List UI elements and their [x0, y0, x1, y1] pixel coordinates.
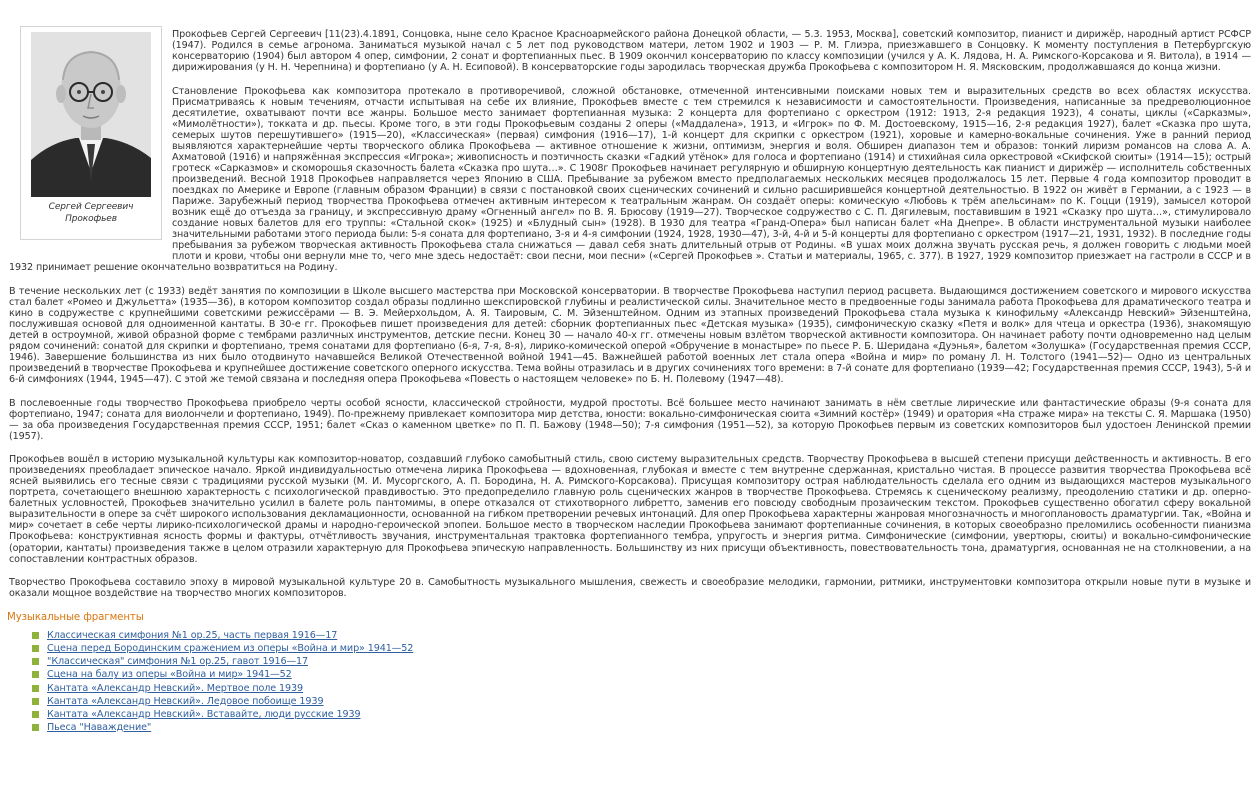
paragraph-soviet-period: В течение нескольких лет (с 1933) ведёт занятия по композиции в Школе высшего мастерства при Московской консерватории. В творчестве Прокофьева наступил период расцвета. Выдающимся достижением советского и мирового искусства стал балет «Ромео и Джульетта» (1935—36), в котором композитор создал образы подлинно шекспировской глубины и реалистической силы. Значительное место в предвоенные годы занимала работа Прокофьева для драматического театра и кино в содружестве с крупнейшими советскими режиссёрами — В. Э. Мейерхольдом, А. Я. Таировым, С. М. Эйзенштейном. Одним из этапных произведений Прокофьева стала музыка к кинофильму «Александр Невский» Эйзенштейна, послужившая основой для одноименной кантаты. В 30-е гг. Прокофьев пишет произведения для детей: сборник фортепианных пьес «Детская музыка» (1935), симфоническую сказку «Петя и волк» для чтеца и оркестра (1936), знакомящую детей в остроумной, живой образной форме с тембрами различных инструментов, детские песни. Конец 30 — начало 40-х гг. отмечены новым взлётом творческой активности композитора. Он начинает работу почти одновременно над целым рядом сочинений: сонатой для скрипки и фортепиано, тремя сонатами для фортепиано (6-я, 7-я, 8-я), лирико-комической оперой «Обручение в монастыре» по пьесе Р. Б. Шеридана «Дуэнья», балетом «Золушка» (Государственная премия СССР, 1946). Завершение большинства из них было отодвинуто начавшейся Великой Отечественной войной 1941—45. Важнейшей работой военных лет стала опера «Война и мир» по роману Л. Н. Толстого (1941—52)— Одно из центральных произведений в творчестве Прокофьева и крупнейшее достижение советского оперного искусства. Тема войны отразилась и в других сочинениях того времени: в 7-й сонате для фортепиано (1939—42; Государственная премия СССР, 1943), 5-й и 6-й симфониях (1944, 1945—47). С этой же темой связана и последняя опера Прокофьева «Повесть о настоящем человеке» по Б. Н. Полевому (1947—48). [9, 285, 1251, 386]
fragment-link[interactable]: Сцена перед Бородинским сражением из оперы «Война и мир» 1941—52 [47, 643, 414, 655]
paragraph-formation: Становление Прокофьева как композитора протекало в противоречивой, сложной обстановке, отмеченной интенсивными поисками новых тем и выразительных средств во всех областях искусства. Присматриваясь к новым течениям, отчасти испытывая на себе их влияние, Прокофьев вместе с тем стремился к независимости и самостоятельности. Произведения, написанные за предреволюционное десятилетие, охватывают почти все жанры. Большое место занимает фортепианная музыка: 2 концерта для фортепиано с оркестром (1912: 1913, 2-я редакция 1923), 4 сонаты, циклы («Сарказмы», «Мимолётности»), токката и др. пьесы. Кроме того, в эти годы Прокофьевым созданы 2 оперы («Маддалена», 1913, и «Игрок» по Ф. М. Достоевскому, 1915—16, 2-я редакция 1927), балет «Сказка про шута, семерых шутов перешутившего» (1915—20), «Классическая» (первая) симфония (1916—17), 1-й концерт для скрипки с оркестром (1921), хоровые и камерно-вокальные сочинения. Уже в ранний период выявляются характернейшие черты творческого облика Прокофьева — активное отношение к жизни, оптимизм, энергия и воля. Обширен диапазон тем и образов: тонкий лиризм романсов на слова А. А. Ахматовой (1916) и напряжённая экспрессия «Игрока»; живописность и поэтичность сказки «Гадкий утёнок» для голоса и фортепиано (1914) и стихийная сила оркестровой «Скифской сюиты» (1914—15); острый гротеск «Сарказмов» и скоморошья сказочность балета «Сказка про шута…». С 1908г Прокофьев начинает регулярную и обширную концертную деятельность как пианист и дирижёр — исполнитель собственных произведений. Весной 1918 Прокофьев направляется через Японию в США. Пребывание за рубежом вместо предполагаемых нескольких месяцев продолжалось 15 лет. Первые 4 года композитор проводит в поездках по Америке и Европе (главным образом Франции) в связи с постановкой своих сценических сочинений и сильно расширившейся концертной деятельностью. В 1922 он живёт в Германии, а с 1923 — в Париже. Зарубежный период творчества Прокофьева отмечен активным интересом к театральным жанрам. Он создаёт оперы: комическую «Любовь к трём апельсинам» по К. Гоцци (1919), замысел которой возник ещё до отъезда за границу, и экспрессивную драму «Огненный ангел» по В. Я. Брюсову (1919—27). Творческое содружество с С. П. Дягилевым, поставившим в 1921 «Сказку про шута…», стимулировало создание новых балетов для его труппы: «Стальной скок» (1925) и «Блудный сын» (1928). В 1930 для театра «Гранд-Опера» был написан балет «На Днепре». В области инструментальной музыки наиболее значительными работами этого периода были: 5-я соната для фортепиано, 3-я и 4-я симфонии (1924, 1928, 1930—47), 3-й, 4-й и 5-й концерты для фортепиано с оркестром (1917—21, 1931, 1932). В последние годы пребывания за рубежом творческая активность Прокофьева стала снижаться — давал себя знать длительный отрыв от Родины. «В ушах моих должна звучать русская речь, я должен говорить с людьми моей плоти и крови, чтобы они вернули мне то, чего мне здесь недостаёт: свои песни, мои песни» («Сергей Прокофьев ». Статьи и материалы, 1965, с. 377). В 1927, 1929 композитор приезжает на гастроли в СССР и в 1932 принимает решение окончательно возвратиться на Родину. [9, 85, 1251, 274]
fragment-link[interactable]: Кантата «Александр Невский». Вставайте, люди русские 1939 [47, 708, 361, 720]
bullet-square-icon [32, 658, 39, 665]
fragment-item [32, 708, 1251, 721]
bullet-square-icon [32, 698, 39, 705]
bullet-square-icon [32, 632, 39, 639]
fragment-item [32, 642, 1251, 655]
bullet-square-icon [32, 724, 39, 731]
fragment-link[interactable]: Сцена на балу из оперы «Война и мир» 1941—52 [47, 669, 292, 681]
fragment-item [32, 721, 1251, 734]
fragment-item [32, 655, 1251, 668]
fragment-item [32, 668, 1251, 681]
fragment-link[interactable]: Кантата «Александр Невский». Ледовое побоище 1939 [47, 695, 324, 707]
bullet-square-icon [32, 711, 39, 718]
paragraph-postwar: В послевоенные годы творчество Прокофьева приобрело черты особой ясности, классической стройности, мудрой простоты. Всё большее место начинают занимать в нём светлые лирические или фантастические образы (9-я соната для фортепиано, 1947; соната для виолончели и фортепиано, 1949). По-прежнему привлекает композитора мир детства, юности: вокально-симфоническая сюита «Зимний костёр» (1949) и оратория «На страже мира» на тексты С. Я. Маршака (1950) — за оба произведения Государственная премия СССР, 1951; балет «Сказ о каменном цветке» по П. П. Бажову (1948—50); 7-я симфония (1951—52), за которую Прокофьев первым из советских композиторов был удостоен Ленинской премии (1957). [9, 397, 1251, 442]
portrait-figure [20, 26, 162, 240]
fragment-link[interactable]: Пьеса "Наваждение" [47, 721, 152, 733]
fragment-link[interactable]: Кантата «Александр Невский». Мертвое поле 1939 [47, 682, 304, 694]
portrait-caption: Сергей Сергеевич Прокофьев [48, 202, 134, 224]
fragment-item [32, 695, 1251, 708]
fragments-heading: Музыкальные фрагменты [7, 612, 144, 624]
bullet-square-icon [32, 685, 39, 692]
fragment-item [32, 682, 1251, 695]
bullet-square-icon [32, 671, 39, 678]
fragments-list [6, 629, 1251, 734]
fragment-link[interactable]: "Классическая" симфония №1 op.25, гавот 1916—17 [47, 656, 308, 668]
paragraph-conclusion: Творчество Прокофьева составило эпоху в мировой музыкальной культуре 20 в. Самобытность музыкального мышления, свежесть и своеобразие мелодики, гармонии, ритмики, инструментовки композитора открыли новые пути в музыке и оказали мощное воздействие на творчество многих композиторов. [9, 577, 1251, 600]
fragment-link[interactable]: Классическая симфония №1 op.25, часть первая 1916—17 [47, 630, 338, 642]
paragraph-legacy: Прокофьев вошёл в историю музыкальной культуры как композитор-новатор, создавший глубоко самобытный стиль, свою систему выразительных средств. Творчеству Прокофьева в высшей степени присущи действенность и активность. В его произведениях преобладает эпическое начало. Яркой индивидуальностью отмечена лирика Прокофьева — вдохновенная, глубокая и вместе с тем внутренне сдержанная, кристально чистая. В процессе развития творчества Прокофьева всё ясней выявились его тесные связи с традициями русской музыки (М. И. Мусоргского, А. П. Бородина, Н. А. Римского-Корсакова). Присущая композитору острая наблюдательность сделала его одним из выдающихся мастеров музыкального портрета, сочетающего внешнюю характерность с психологической правдивостью. Это предопределило главную роль сценических жанров в творчестве Прокофьева. Стремясь к сценическому реализму, преодолению статики и др. оперно-балетных условностей, Прокофьев значительно усилил в балете роль пантомимы, в опере отказался от стихотворного либретто, заменив его повсюду свободным прозаическим текстом. Прокофьев существенно обогатил сферу вокальной выразительности в опере за счёт широкого использования декламационности, основанной на гибком претворении речевых интонаций. Для опер Прокофьева характерны жанровая многозначность и многоплановость драматургии. Так, «Война и мир» сочетает в себе черты лирико-психологической драмы и народно-героической эпопеи. Большое место в творческом наследии Прокофьева занимают фортепианные сочинения, в которых своеобразно преломились особенности пианизма Прокофьева: конструктивная ясность формы и фактуры, отчётливость звучания, инструментальная трактовка фортепианного тембра, упругость и энергия ритма. Симфонические (симфонии, увертюры, сюиты) и вокально-симфонические (оратории, кантаты) произведения также в целом отразили характерную для Прокофьева эпическую направленность. Большинству из них присущи объективность, повествовательность тона, драматургия, основанная не на столкновении, а на сопоставлении контрастных образов. [9, 454, 1251, 565]
fragment-item [32, 629, 1251, 642]
paragraph-biography: Прокофьев Сергей Сергеевич [11(23).4.1891, Сонцовка, ныне село Красное Красноармейского района Донецкой области, — 5.3. 1953, Москва], советский композитор, пианист и дирижёр, народный артист РСФСР (1947). Родился в семье агронома. Заниматься музыкой начал с 5 лет под руководством матери, летом 1902 и 1903 — Р. М. Глиэра, приезжавшего в Сонцовку. К моменту поступления в Петербургскую консерваторию (1904) был автором 4 опер, симфонии, 2 сонат и фортепианных пьес. В 1909 окончил консерваторию по классу композиции (учился у А. К. Лядова, Н. А. Римского-Корсакова и Я. Витола), в 1914 — дирижирования (у Н. Н. Черепнина) и фортепиано (у А. Н. Есиповой). В консерваторские годы зародилась творческая дружба Прокофьева с композитором Н. Я. Мясковским, продолжавшаяся до конца жизни. [172, 29, 1251, 74]
bullet-square-icon [32, 645, 39, 652]
portrait-photo [31, 32, 151, 197]
